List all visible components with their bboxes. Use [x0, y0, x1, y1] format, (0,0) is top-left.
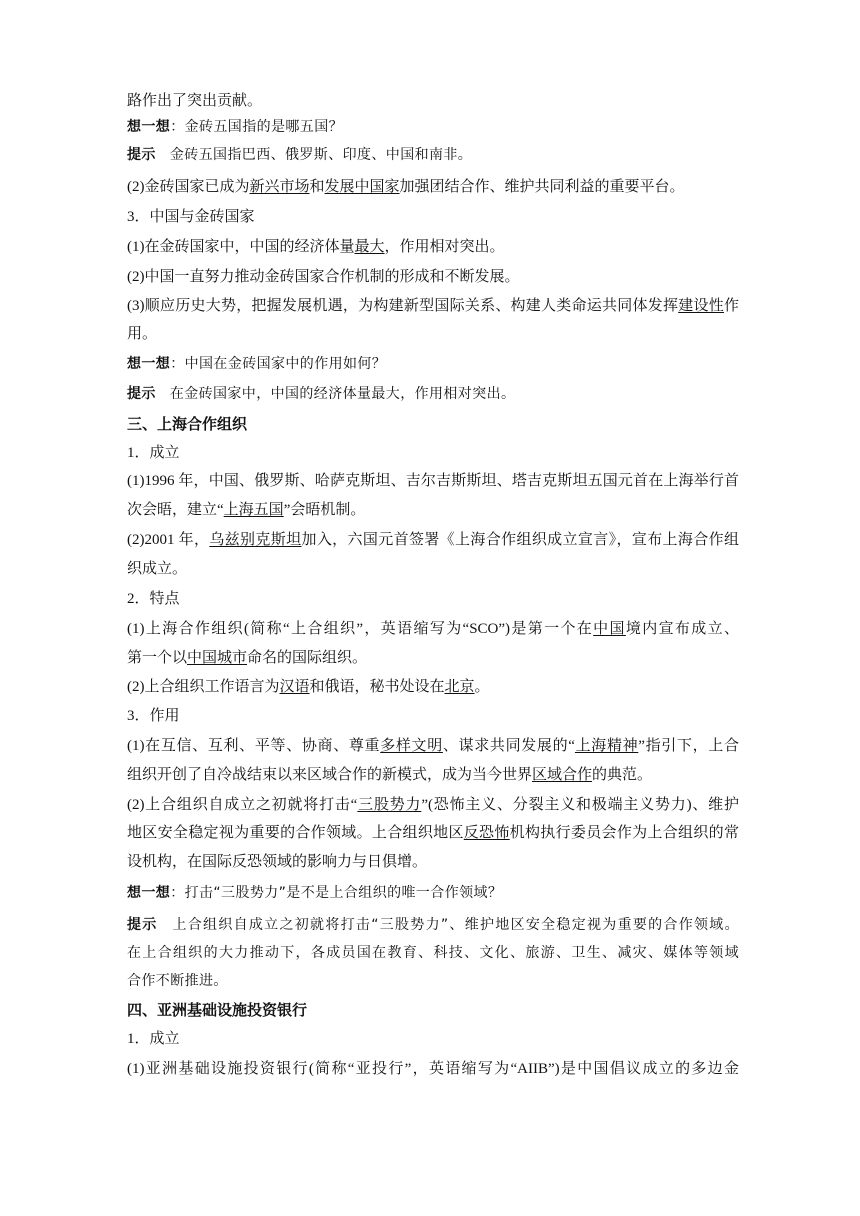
- bold-label: 想一想: [127, 356, 171, 372]
- text-line: [127, 323, 739, 345]
- underlined-term: 上海五国: [223, 502, 284, 518]
- text-line: [127, 90, 739, 112]
- bold-label: 提示: [127, 386, 156, 402]
- text-line: [127, 822, 739, 844]
- text-run: 1．成立: [127, 1031, 180, 1047]
- text-line: [127, 383, 739, 405]
- text-line-content: [127, 735, 739, 757]
- text-line: [127, 647, 739, 669]
- text-line-content: [127, 356, 386, 372]
- text-line: [127, 588, 739, 610]
- underlined-term: 北京: [444, 679, 475, 695]
- text-run: ”(恐怖主义、分裂主义和极端主义势力)、维护: [421, 797, 739, 813]
- text-line-content: [127, 93, 262, 109]
- text-line-content: [127, 591, 180, 607]
- underlined-term: 新兴市场: [249, 179, 310, 195]
- text-line: [127, 558, 739, 580]
- text-run: ：金砖五国指的是哪五国？: [170, 119, 344, 135]
- underlined-term: 三股势力: [357, 797, 422, 813]
- text-line-content: [127, 618, 739, 640]
- text-line: [127, 794, 739, 816]
- bold-label: 提示: [127, 917, 158, 933]
- text-line-content: [127, 529, 739, 551]
- bold-label: 四、亚洲基础设施投资银行: [127, 1001, 308, 1019]
- text-run: 设机构，在国际反恐领域的影响力与日俱增。: [127, 854, 428, 870]
- text-line-content: [127, 854, 427, 870]
- text-run: 用。: [127, 326, 158, 342]
- text-run: (2)金砖国家已成为: [127, 179, 250, 195]
- text-line: [127, 499, 739, 521]
- text-line-content: [127, 179, 685, 195]
- text-run: 在上合组织的大力推动下，各成员国在教育、科技、文化、旅游、卫生、减灾、媒体等领域: [127, 945, 739, 961]
- text-line: [127, 970, 739, 992]
- text-run: (1)上海合作组织(简称“上合组织”，英语缩写为“SCO”)是第一个在: [127, 621, 594, 637]
- text-run: 第一个以: [127, 650, 188, 666]
- text-run: ”指引下，上合: [638, 738, 739, 754]
- text-run: 上合组织自成立之初就将打击“三股势力”、维护地区安全稳定视为重要的合作领域。: [171, 917, 739, 933]
- text-line: [127, 470, 739, 492]
- text-run: 加入，六国元首签署《上海合作组织成立宣言》，宣布上海合作组: [301, 532, 739, 548]
- text-run: 次会晤，建立“: [127, 502, 224, 518]
- text-run: 路作出了突出贡献。: [127, 93, 263, 109]
- text-line-content: [127, 1031, 180, 1047]
- text-run: 境内宣布成立、: [625, 621, 739, 637]
- text-run: 作: [723, 298, 739, 314]
- underlined-term: 发展中国家: [324, 179, 400, 195]
- text-line: [127, 1028, 739, 1050]
- bold-label: 三、上海合作组织: [127, 415, 248, 433]
- underlined-term: 区域合作: [532, 767, 593, 783]
- text-line-content: [127, 445, 180, 461]
- text-line: [127, 764, 739, 786]
- text-line-content: [127, 119, 343, 135]
- text-run: (2)上合组织自成立之初就将打击“: [127, 797, 358, 813]
- text-line: [127, 442, 739, 464]
- underlined-term: 汉语: [279, 679, 310, 695]
- text-run: (2)上合组织工作语言为: [127, 679, 280, 695]
- text-line-content: [127, 470, 739, 492]
- text-run: ：中国在金砖国家中的作用如何？: [170, 356, 387, 372]
- text-line-content: [127, 147, 472, 163]
- underlined-term: 多样文明: [380, 738, 443, 754]
- text-run: (1)亚洲基础设施投资银行(简称“亚投行”，英语缩写为“AIIB”)是中国倡议成立的多边金: [127, 1061, 739, 1077]
- text-line-content: [127, 417, 247, 433]
- text-line-content: [127, 269, 520, 285]
- text-run: 3．中国与金砖国家: [127, 209, 255, 225]
- text-run: 机构执行委员会作为上合组织的常: [509, 825, 739, 841]
- text-line-content: [127, 1058, 739, 1080]
- text-line-content: [127, 239, 505, 255]
- text-run: 命名的国际组织。: [247, 650, 368, 666]
- text-line-content: [127, 942, 739, 964]
- text-line-content: [127, 561, 187, 577]
- text-line-content: [127, 794, 739, 816]
- text-line: [127, 144, 739, 166]
- text-line: [127, 176, 739, 198]
- text-line: [127, 705, 739, 727]
- text-run: 和俄语，秘书处设在: [309, 679, 445, 695]
- bold-label: 想一想: [127, 119, 171, 135]
- text-run: (2)中国一直努力推动金砖国家合作机制的形成和不断发展。: [127, 269, 520, 285]
- text-line-content: [127, 679, 490, 695]
- text-line-content: [127, 326, 157, 342]
- text-run: ”会晤机制。: [283, 502, 366, 518]
- text-line: [127, 618, 739, 640]
- text-line-content: [127, 914, 739, 936]
- text-line-content: [127, 885, 502, 901]
- text-run: ，作用相对突出。: [384, 239, 505, 255]
- text-run: 合作不断推进。: [127, 973, 228, 989]
- text-run: (1)在互信、互利、平等、协商、尊重: [127, 738, 381, 754]
- text-line-content: [127, 708, 180, 724]
- text-line: [127, 295, 739, 317]
- text-line: [127, 676, 739, 698]
- text-run: 织成立。: [127, 561, 188, 577]
- underlined-term: 建设性: [678, 298, 724, 314]
- text-line-content: [127, 822, 739, 844]
- text-line: [127, 413, 739, 436]
- text-line: [127, 266, 739, 288]
- text-run: ：打击“三股势力”是不是上合组织的唯一合作领域？: [170, 885, 503, 901]
- text-line-content: [127, 295, 739, 317]
- text-line: [127, 236, 739, 258]
- text-run: 金砖五国指巴西、俄罗斯、印度、中国和南非。: [169, 147, 473, 163]
- underlined-term: 中国: [593, 621, 626, 637]
- text-line: [127, 851, 739, 873]
- text-line: [127, 942, 739, 964]
- text-line: [127, 1058, 739, 1080]
- bold-label: 提示: [127, 147, 156, 163]
- text-line: [127, 735, 739, 757]
- underlined-term: 上海精神: [574, 738, 639, 754]
- text-line-content: [127, 209, 255, 225]
- underlined-term: 乌兹别克斯坦: [209, 532, 302, 548]
- text-run: (1)1996 年，中国、俄罗斯、哈萨克斯坦、吉尔吉斯斯坦、塔吉克斯坦五国元首在上海举行首: [127, 473, 739, 489]
- text-run: 的典范。: [592, 767, 653, 783]
- text-run: 2．特点: [127, 591, 180, 607]
- text-line-content: [127, 502, 365, 518]
- text-run: 3．作用: [127, 708, 180, 724]
- text-line-content: [127, 1003, 307, 1019]
- text-run: 在金砖国家中，中国的经济体量最大，作用相对突出。: [169, 386, 516, 402]
- text-line: [127, 353, 739, 375]
- bold-label: 想一想: [127, 885, 171, 901]
- text-run: (1)在金砖国家中，中国的经济体量: [127, 239, 355, 255]
- text-line-content: [127, 386, 515, 402]
- text-run: 。: [474, 679, 490, 695]
- text-run: 和: [309, 179, 325, 195]
- text-line: [127, 999, 739, 1022]
- text-line: [127, 882, 739, 904]
- text-line: [127, 529, 739, 551]
- underlined-term: 中国城市: [187, 650, 248, 666]
- text-line-content: [127, 767, 652, 783]
- underlined-term: 反恐怖: [463, 825, 510, 841]
- text-run: 地区安全稳定视为重要的合作领域。上合组织地区: [127, 825, 464, 841]
- text-run: (2)2001 年，: [127, 532, 210, 548]
- text-run: 加强团结合作、维护共同利益的重要平台。: [399, 179, 685, 195]
- text-line: [127, 206, 739, 228]
- text-line: [127, 914, 739, 936]
- text-run: 1．成立: [127, 445, 180, 461]
- underlined-term: 最大: [354, 239, 385, 255]
- text-line-content: [127, 650, 367, 666]
- text-run: 、谋求共同发展的“: [442, 738, 575, 754]
- text-run: 组织开创了自冷战结束以来区域合作的新模式，成为当今世界: [127, 767, 533, 783]
- text-run: (3)顺应历史大势，把握发展机遇，为构建新型国际关系、构建人类命运共同体发挥: [127, 298, 679, 314]
- text-line-content: [127, 973, 228, 989]
- text-line: [127, 116, 739, 138]
